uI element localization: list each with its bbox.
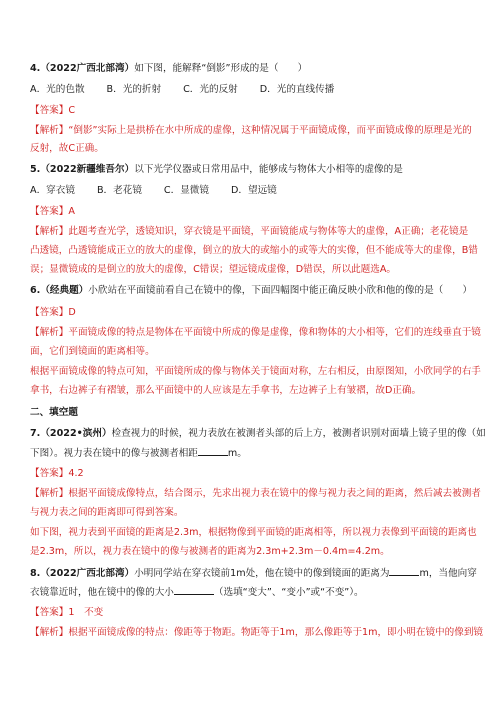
analysis-tag: 【解析】 xyxy=(30,627,69,638)
q7-answer xyxy=(30,467,464,481)
q6-answer-value: D xyxy=(68,307,76,318)
q6-number: 6. xyxy=(30,285,41,296)
answer-tag: 【答案】 xyxy=(30,307,69,318)
q8-answer-value: 1 不变 xyxy=(68,607,104,618)
q7-analysis-line-4: 是2.3m，所以，视力表在镜中的像与被测者的距离为2.3m+2.3m－0.4m=4.2m。 xyxy=(30,546,390,557)
q8-stem-line-2 xyxy=(30,585,464,600)
q8-answer xyxy=(30,606,464,620)
q8-answer-blank-2 xyxy=(174,585,214,595)
q5-option-b: B．老花镜 xyxy=(96,185,142,196)
q8-analysis-line-1 xyxy=(30,626,484,640)
q4-options xyxy=(30,83,464,97)
q4-analysis-text-1: “倒影”实际上是拱桥在水中所成的虚像，这种情况属于平面镜成像，而平面镜成像的原理是光的 xyxy=(68,125,472,136)
q5-option-d: D．望远镜 xyxy=(231,185,277,196)
q5-answer-value: A xyxy=(68,206,75,217)
q4-answer-value: C xyxy=(68,105,76,116)
section-heading: 二、填空题 xyxy=(30,407,78,418)
q7-stem-line-2 xyxy=(30,446,464,461)
analysis-tag: 【解析】 xyxy=(30,488,69,499)
q6-analysis-line-1 xyxy=(30,326,481,340)
q5-analysis-line-2: 凸透镜，凸透镜能成正立的放大的虚像，倒立的放大的或缩小的或等大的实像，但不能成等大的虚像，B错 xyxy=(30,245,478,256)
q7-analysis-line-3: 如下图，视力表到平面镜的距离是2.3m，根据物像到平面镜的距离相等，所以视力表像到平面镜的距离也 xyxy=(30,527,477,538)
q5-stem-text: 以下光学仪器或日常用品中，能够成与物体大小相等的虚像的是 xyxy=(134,164,403,175)
q7-analysis-text-1: 根据平面镜成像特点，结合图示，先求出视力表在镜中的像与视力表之间的距离，然后减去被测者 xyxy=(68,488,481,499)
q6-analysis-line-2: 面，它们到镜面的距离相等。 xyxy=(30,346,155,357)
q7-stem-text-b: 下图）。视力表在镜中的像与被测者相距 xyxy=(30,448,198,459)
answer-tag: 【答案】 xyxy=(30,607,69,618)
q4-analysis-line-1 xyxy=(30,124,472,138)
q4-analysis-line-2: 反射，故C正确。 xyxy=(30,143,104,154)
q7-stem-text-c: m。 xyxy=(227,448,247,459)
answer-tag: 【答案】 xyxy=(30,105,69,116)
q6-stem xyxy=(30,284,473,298)
answer-tag: 【答案】 xyxy=(30,468,69,479)
q4-number: 4. xyxy=(30,63,41,74)
q5-analysis-text-1: 此题考查光学，透镜知识，穿衣镜是平面镜，平面镜能成与物体等大的虚像，A正确；老花镜是 xyxy=(68,226,469,237)
q5-analysis-line-3: 误；显微镜成的是倒立的放大的虚像，C错误；望远镜成虚像，D错误，所以此题选A。 xyxy=(30,264,397,275)
q6-source: （经典题） xyxy=(40,285,89,296)
q4-option-c: C．光的反射 xyxy=(183,84,238,95)
q8-stem-text-c: 衣镜靠近时，他在镜中的像的大小 xyxy=(30,587,174,598)
q4-option-b: B．光的折射 xyxy=(106,84,162,95)
q8-analysis-text-1: 根据平面镜成像的特点：像距等于物距。物距等于1m，那么像距等于1m，即小明在镜中的像到镜 xyxy=(68,627,484,638)
q4-option-a: A．光的色散 xyxy=(30,84,85,95)
q5-options xyxy=(30,184,464,198)
q7-source: （2022•滨州） xyxy=(40,428,112,439)
q7-answer-blank xyxy=(198,446,228,456)
q5-answer xyxy=(30,205,464,219)
answer-tag: 【答案】 xyxy=(30,206,69,217)
q8-number: 8. xyxy=(30,568,41,579)
q6-analysis-line-4: 拿书，右边裤子有褶皱，那么平面镜中的人应该是左手拿书，左边裤子上有皱褶，故D正确。 xyxy=(30,385,422,396)
q7-analysis-line-1 xyxy=(30,487,481,501)
q6-answer xyxy=(30,306,464,320)
q5-number: 5. xyxy=(30,164,41,175)
q5-stem xyxy=(30,163,464,177)
q7-answer-value: 4.2 xyxy=(68,468,84,479)
q8-stem-text-a: 小明同学站在穿衣镜前1m处，他在镜中的像到镜面的距离为 xyxy=(134,568,390,579)
q7-stem-line-1 xyxy=(30,427,486,441)
q7-analysis-line-2: 与视力表之间的距离即可得到答案。 xyxy=(30,507,184,518)
q6-stem-text: 小欣站在平面镜前看自己在镜中的像，下面四幅图中能正确反映小欣和他的像的是（ ） xyxy=(88,285,473,296)
analysis-tag: 【解析】 xyxy=(30,125,69,136)
q8-stem-text-d: （选填“变大”、“变小”或“不变”）。 xyxy=(213,587,364,598)
q6-analysis-text-1: 平面镜成像的特点是物体在平面镜中所成的像是虚像，像和物体的大小相等，它们的连线垂直于镜 xyxy=(68,327,481,338)
q7-stem-text-a: 检查视力的时候，视力表放在被测者头部的后上方，被测者识别对面墙上镜子里的像（如 xyxy=(111,428,486,439)
q7-number: 7. xyxy=(30,428,41,439)
q5-option-c: C．显微镜 xyxy=(163,185,209,196)
q4-stem-text: 如下图，能解释“倒影”形成的是（ ） xyxy=(134,63,308,74)
q6-analysis-line-3: 根据平面镜成像的特点可知，平面镜所成的像与物体关于镜面对称，左右相反，由原图知，小欣同学的右手 xyxy=(30,366,481,377)
q8-source: （2022广西北部湾） xyxy=(40,568,135,579)
q4-option-d: D．光的直线传播 xyxy=(259,84,335,95)
q4-answer xyxy=(30,104,464,118)
q5-option-a: A．穿衣镜 xyxy=(30,185,75,196)
analysis-tag: 【解析】 xyxy=(30,327,69,338)
q8-answer-blank-1 xyxy=(389,566,419,576)
analysis-tag: 【解析】 xyxy=(30,226,69,237)
q8-stem-text-b: m，当他向穿 xyxy=(419,568,477,579)
q8-stem-line-1 xyxy=(30,566,477,581)
q5-analysis-line-1 xyxy=(30,225,469,239)
q4-stem xyxy=(30,62,464,76)
q4-source: （2022广西北部湾） xyxy=(40,63,135,74)
q5-source: （2022新疆维吾尔） xyxy=(40,164,135,175)
